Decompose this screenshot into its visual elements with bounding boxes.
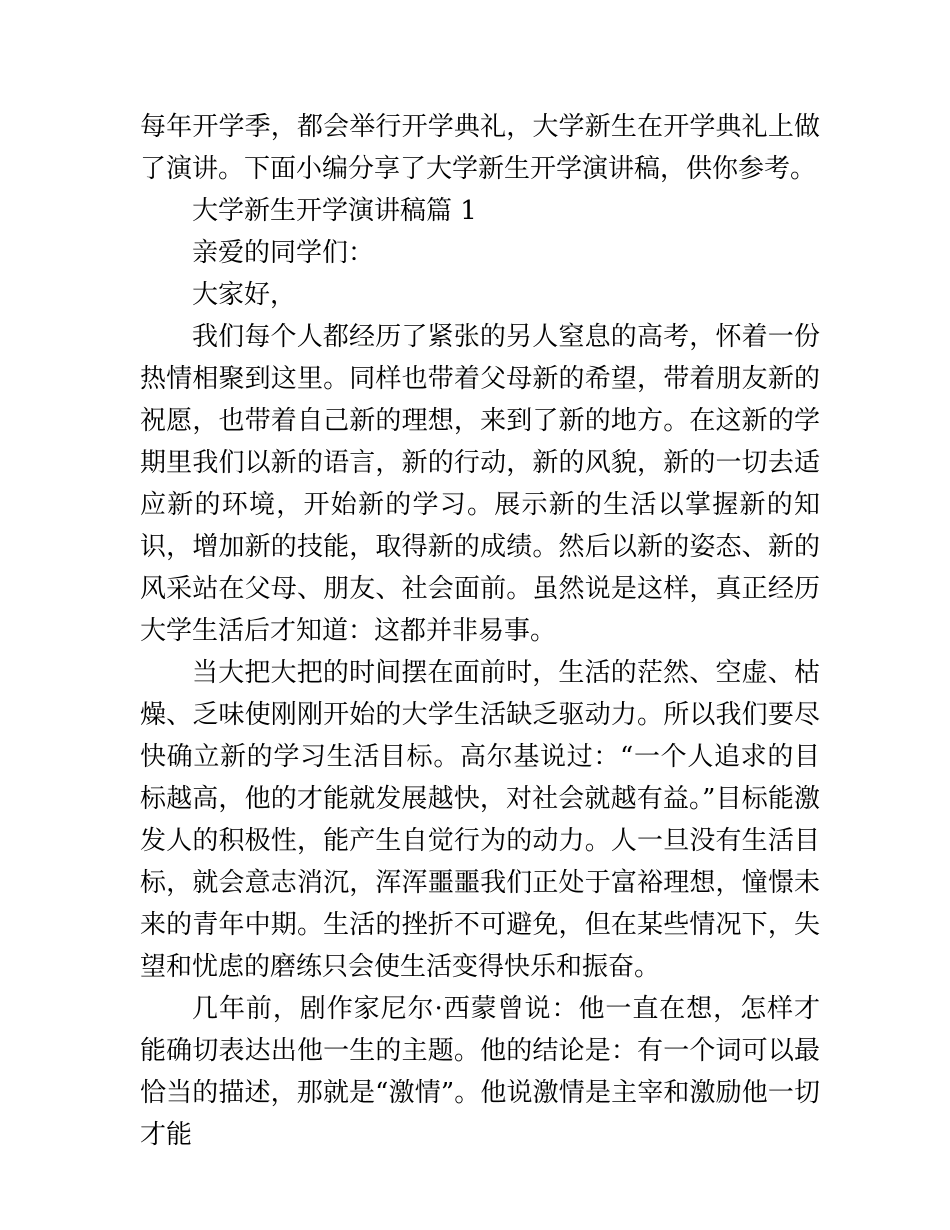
body-paragraph-1: 我们每个人都经历了紧张的另人窒息的高考，怀着一份热情相聚到这里。同样也带着父母新的希望，带着朋友新的祝愿，也带着自己新的理想，来到了新的地方。在这新的学期里我们以新的语言，新的行动，新的风貌，新的一切去适应新的环境，开始新的学习。展示新的生活以掌握新的知识，增加新的技能，取得新的成绩。然后以新的姿态、新的风采站在父母、朋友、社会面前。虽然说是这样，真正经历大学生活后才知道：这都并非易事。 xyxy=(140,322,820,646)
body-paragraph-3: 几年前，剧作家尼尔·西蒙曾说：他一直在想，怎样才能确切表达出他一生的主题。他的结论是：有一个词可以最恰当的描述，那就是“激情”。他说激情是主宰和激励他一切才能 xyxy=(140,994,820,1150)
greeting: 大家好， xyxy=(192,280,297,310)
body-paragraph-2: 当大把大把的时间摆在面前时，生活的茫然、空虚、枯燥、乏味使刚刚开始的大学生活缺乏驱动力。所以我们要尽快确立新的学习生活目标。高尔基说过：“一个人追求的目标越高，他的才能就发展越快，对社会就越有益。”目标能激发人的积极性，能产生自觉行为的动力。人一旦没有生活目标，就会意志消沉，浑浑噩噩我们正处于富裕理想，憧憬未来的青年中期。生活的挫折不可避免，但在某些情况下，失望和忧虑的磨练只会使生活变得快乐和振奋。 xyxy=(140,658,820,982)
speech-title: 大学新生开学演讲稿篇 1 xyxy=(192,196,477,226)
intro-paragraph: 每年开学季，都会举行开学典礼，大学新生在开学典礼上做了演讲。下面小编分享了大学新生开学演讲稿，供你参考。 xyxy=(140,112,820,184)
salutation: 亲爱的同学们： xyxy=(192,238,375,268)
document-body xyxy=(140,106,820,1156)
